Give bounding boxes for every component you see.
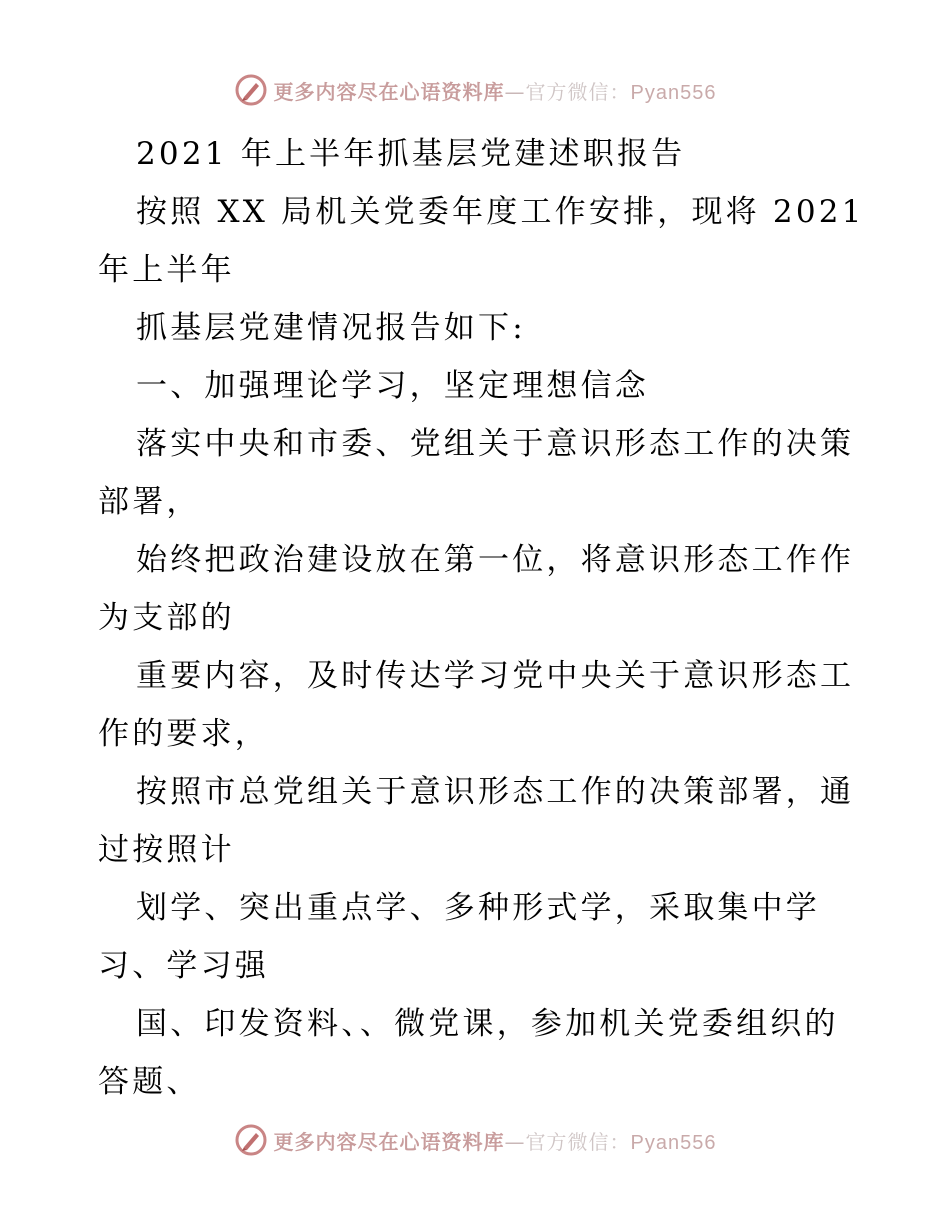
paragraph-line: 始终把政治建设放在第一位，将意识形态工作作 [136,542,855,578]
paragraph-line: 按照 XX 局机关党委年度工作安排，现将 2021 [136,194,865,230]
watermark-handle: Pyan556 [630,81,717,104]
paragraph-line: 为支部的 [98,600,235,636]
watermark-handle: Pyan556 [630,1131,717,1154]
watermark-text [274,76,717,105]
paragraph-line: 落实中央和市委、党组关于意识形态工作的决策 [136,426,855,462]
watermark-wechat-label: 官方微信： [525,79,631,104]
paragraph-line: 国、印发资料、、微党课，参加机关党委组织的 [136,1006,839,1042]
section-heading: 一、加强理论学习，坚定理想信念 [136,368,649,404]
paragraph-line: 划学、突出重点学、多种形式学，采取集中学 [136,890,820,926]
paragraph-line: 抓基层党建情况报告如下: [136,310,526,346]
watermark-dash: — [504,1129,526,1154]
pen-logo-icon [234,73,268,107]
paragraph-line: 作的要求， [98,716,269,752]
watermark-dash: — [504,79,526,104]
watermark-wechat-label: 官方微信： [525,1129,631,1154]
paragraph-line: 年上半年 [98,252,235,288]
paragraph-line: 过按照计 [98,832,235,868]
header-watermark-banner [0,70,950,110]
document-title: 2021 年上半年抓基层党建述职报告 [136,136,686,172]
watermark-brand: 更多内容尽在心语资料库 [273,1129,505,1154]
paragraph-line: 习、学习强 [98,948,269,984]
paragraph-line: 按照市总党组关于意识形态工作的决策部署，通 [136,774,855,810]
paragraph-line: 答题、 [98,1064,201,1100]
watermark-brand: 更多内容尽在心语资料库 [273,79,505,104]
watermark-text [274,1126,717,1155]
paragraph-line: 重要内容，及时传达学习党中央关于意识形态工 [136,658,855,694]
footer-watermark-banner [0,1120,950,1160]
pen-logo-icon [234,1123,268,1157]
paragraph-line: 部署， [98,484,201,520]
